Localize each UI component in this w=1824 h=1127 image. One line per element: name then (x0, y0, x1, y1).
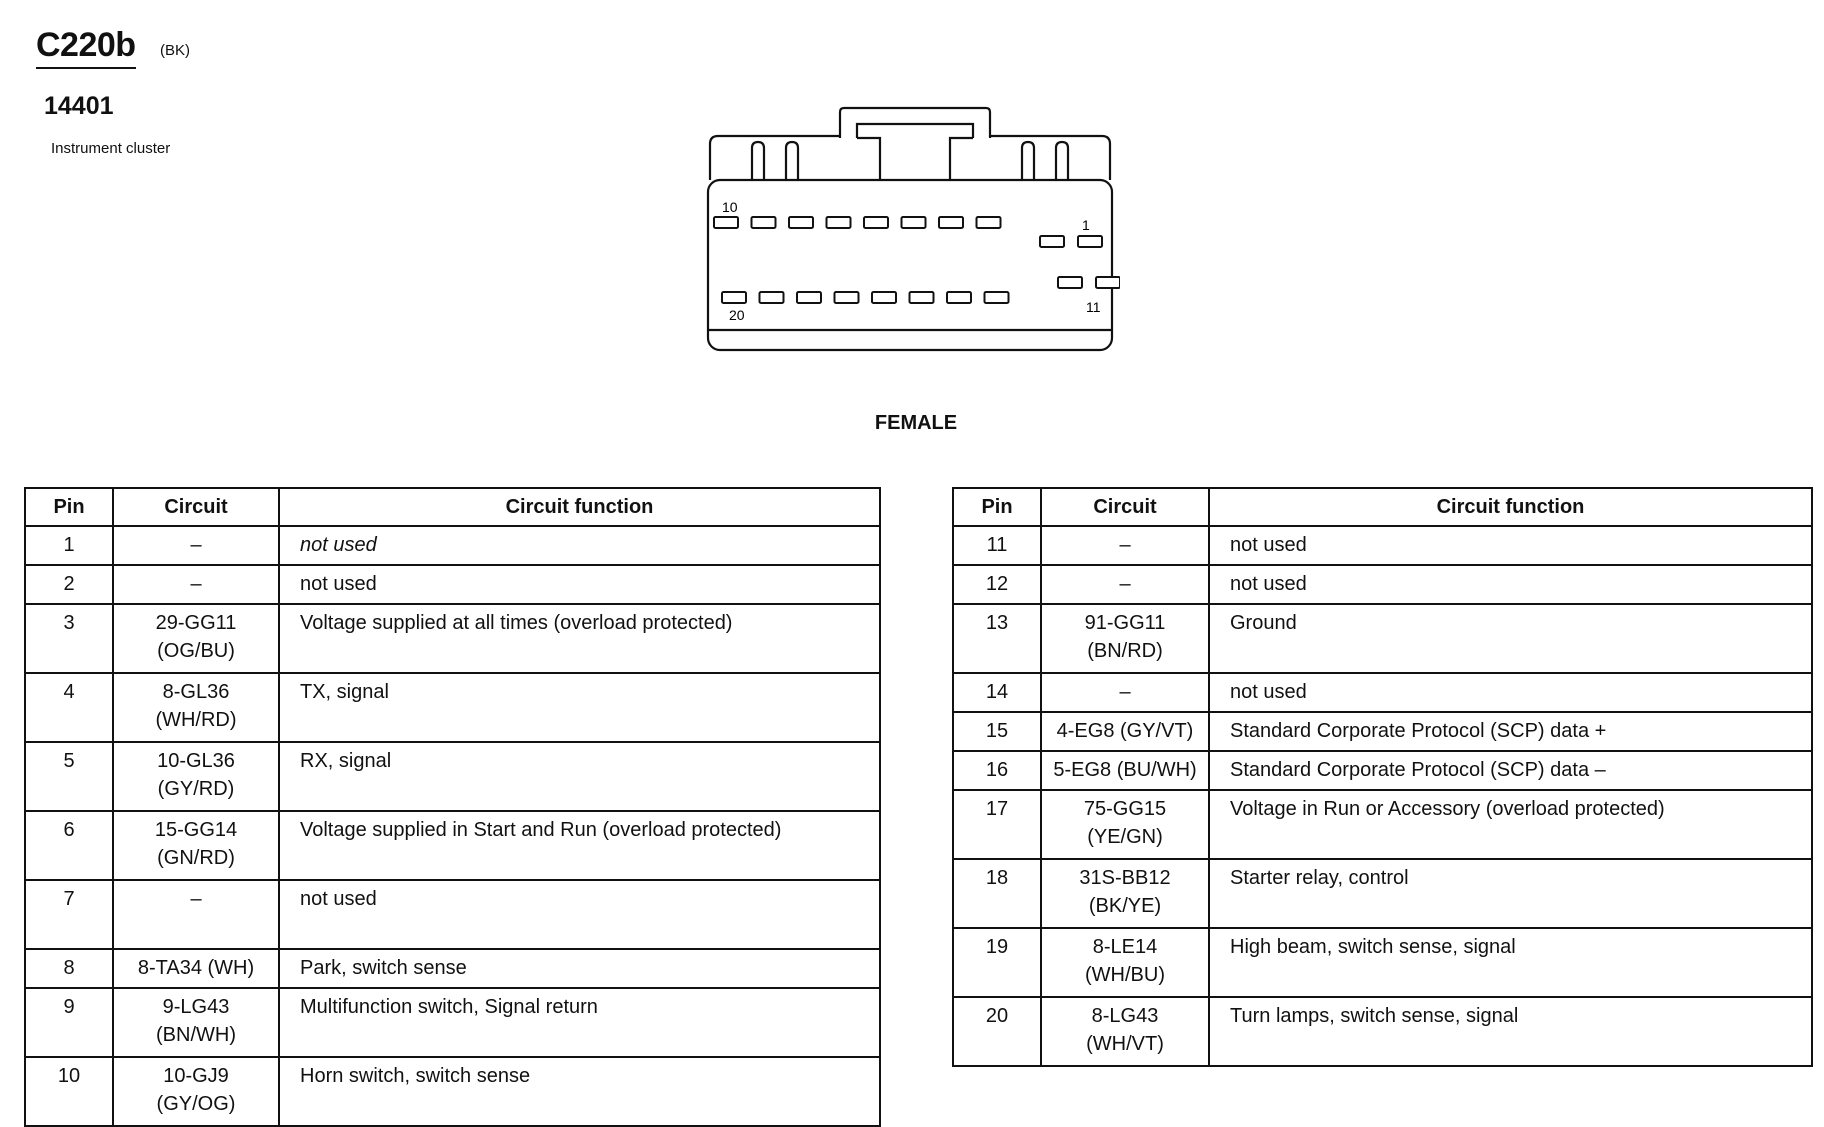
circuit-code: 91-GG11 (1084, 612, 1166, 634)
circuit-code: 5-EG8 (BU/WH) (1053, 759, 1197, 781)
circuit-function: Voltage supplied in Start and Run (overload protected) (279, 811, 880, 880)
pin-number: 11 (953, 526, 1041, 565)
circuit-code: (GY/OG) (156, 1093, 236, 1115)
pin-label-20: 20 (729, 307, 745, 323)
circuit-function: not used (1209, 673, 1812, 712)
circuit-cell (1041, 859, 1209, 928)
circuit-code: – (1119, 681, 1131, 703)
pin-cavity (1058, 277, 1082, 288)
circuit-code: – (190, 534, 202, 556)
circuit-code: 9-LG43 (162, 996, 230, 1018)
header-circuit: Circuit (1041, 488, 1209, 526)
pin-cavity (1040, 236, 1064, 247)
header-function: Circuit function (1209, 488, 1812, 526)
circuit-code: (GY/RD) (157, 778, 235, 800)
circuit-code: 8-GL36 (162, 681, 230, 703)
table-header-row (953, 488, 1812, 526)
circuit-cell (1041, 712, 1209, 751)
circuit-code: 29-GG11 (155, 612, 237, 634)
pin-number: 20 (953, 997, 1041, 1066)
circuit-function: Voltage in Run or Accessory (overload protected) (1209, 790, 1812, 859)
pin-label-11: 11 (1086, 299, 1101, 315)
circuit-code: (WH/BU) (1085, 964, 1165, 986)
pin-cavity (939, 217, 963, 228)
table-row (25, 526, 880, 565)
circuit-function: not used (1209, 565, 1812, 604)
pin-number: 19 (953, 928, 1041, 997)
circuit-cell (113, 949, 279, 988)
table-row (25, 565, 880, 604)
circuit-code: (BN/RD) (1087, 640, 1163, 662)
circuit-function: not used (279, 880, 880, 949)
pin-number: 1 (25, 526, 113, 565)
circuit-cell (1041, 751, 1209, 790)
pin-cavity (977, 217, 1001, 228)
circuit-function: Standard Corporate Protocol (SCP) data – (1209, 751, 1812, 790)
circuit-cell (113, 1057, 279, 1126)
circuit-code (122, 913, 270, 941)
pin-cavity (872, 292, 896, 303)
circuit-cell (113, 604, 279, 673)
table-row (953, 565, 1812, 604)
header-circuit: Circuit (113, 488, 279, 526)
table-row (25, 742, 880, 811)
connector-id: C220b (36, 26, 136, 69)
table-row (25, 604, 880, 673)
pin-number: 18 (953, 859, 1041, 928)
circuit-code: 4-EG8 (GY/VT) (1056, 720, 1194, 742)
circuit-cell (1041, 997, 1209, 1066)
circuit-code: (YE/GN) (1087, 826, 1163, 848)
pin-cavity (714, 217, 738, 228)
pin-number: 17 (953, 790, 1041, 859)
pin-label-10: 10 (722, 199, 738, 215)
circuit-function: Turn lamps, switch sense, signal (1209, 997, 1812, 1066)
circuit-cell (113, 988, 279, 1057)
circuit-function: Multifunction switch, Signal return (279, 988, 880, 1057)
pin-cavity (1078, 236, 1102, 247)
pin-table-right (952, 487, 1813, 1067)
circuit-code: – (190, 573, 202, 595)
pin-number: 15 (953, 712, 1041, 751)
circuit-cell (113, 811, 279, 880)
pin-number: 6 (25, 811, 113, 880)
table-row (953, 751, 1812, 790)
circuit-code: 75-GG15 (1083, 798, 1167, 820)
table-row (953, 790, 1812, 859)
circuit-cell (113, 742, 279, 811)
circuit-cell (113, 880, 279, 949)
pin-cavity (835, 292, 859, 303)
pin-cavity (760, 292, 784, 303)
circuit-code: – (1119, 573, 1131, 595)
pin-cavity (722, 292, 746, 303)
circuit-code: (BN/WH) (156, 1024, 236, 1046)
pin-cavity (797, 292, 821, 303)
connector-color: (BK) (160, 42, 190, 59)
pin-number: 10 (25, 1057, 113, 1126)
circuit-code: 31S-BB12 (1079, 867, 1171, 889)
circuit-cell (113, 673, 279, 742)
circuit-code: (OG/BU) (157, 640, 235, 662)
pin-number: 9 (25, 988, 113, 1057)
circuit-function: Starter relay, control (1209, 859, 1812, 928)
table-row (953, 928, 1812, 997)
table-row (25, 880, 880, 949)
pin-number: 8 (25, 949, 113, 988)
circuit-cell (1041, 673, 1209, 712)
pin-number: 16 (953, 751, 1041, 790)
circuit-cell (113, 526, 279, 565)
pin-label-1: 1 (1082, 217, 1090, 233)
pin-cavity (910, 292, 934, 303)
table-row (953, 859, 1812, 928)
circuit-cell (1041, 790, 1209, 859)
circuit-cell (1041, 604, 1209, 673)
table-row (953, 526, 1812, 565)
circuit-code: (WH/RD) (155, 709, 237, 731)
pin-cavity (752, 217, 776, 228)
circuit-function: Voltage supplied at all times (overload protected) (279, 604, 880, 673)
circuit-function: not used (279, 526, 880, 565)
circuit-cell (1041, 526, 1209, 565)
pin-cavity (1096, 277, 1120, 288)
circuit-function: High beam, switch sense, signal (1209, 928, 1812, 997)
pin-cavity (789, 217, 813, 228)
circuit-code: – (1119, 534, 1131, 556)
circuit-code: (GN/RD) (157, 847, 235, 869)
circuit-function: Ground (1209, 604, 1812, 673)
pin-cavity (902, 217, 926, 228)
circuit-function: not used (279, 565, 880, 604)
table-row (953, 604, 1812, 673)
component-name: Instrument cluster (51, 140, 171, 157)
circuit-code: (BK/YE) (1088, 895, 1162, 917)
table-row (953, 997, 1812, 1066)
table-row (25, 1057, 880, 1126)
pin-cavity (947, 292, 971, 303)
pin-number: 12 (953, 565, 1041, 604)
circuit-cell (1041, 928, 1209, 997)
pin-number: 13 (953, 604, 1041, 673)
pin-number: 2 (25, 565, 113, 604)
circuit-function: not used (1209, 526, 1812, 565)
circuit-code: – (190, 888, 202, 910)
circuit-code: 10-GL36 (157, 750, 235, 772)
header-function: Circuit function (279, 488, 880, 526)
table-row (25, 811, 880, 880)
pin-cavity (827, 217, 851, 228)
pin-number: 3 (25, 604, 113, 673)
circuit-function: Park, switch sense (279, 949, 880, 988)
pin-cavity (985, 292, 1009, 303)
pin-number: 14 (953, 673, 1041, 712)
circuit-code: 8-TA34 (WH) (137, 957, 255, 979)
circuit-function: RX, signal (279, 742, 880, 811)
table-row (953, 673, 1812, 712)
circuit-cell (1041, 565, 1209, 604)
pin-cavity (864, 217, 888, 228)
gender-label: FEMALE (874, 412, 958, 434)
pin-number: 4 (25, 673, 113, 742)
table-row (25, 673, 880, 742)
circuit-function: Standard Corporate Protocol (SCP) data + (1209, 712, 1812, 751)
table-row (25, 949, 880, 988)
header-pin: Pin (25, 488, 113, 526)
circuit-code: 8-LE14 (1092, 936, 1158, 958)
table-header-row (25, 488, 880, 526)
connector-diagram (700, 100, 1120, 370)
circuit-function: TX, signal (279, 673, 880, 742)
header-pin: Pin (953, 488, 1041, 526)
circuit-code: 15-GG14 (154, 819, 238, 841)
table-row (25, 988, 880, 1057)
table-row (953, 712, 1812, 751)
pin-number: 5 (25, 742, 113, 811)
circuit-cell (113, 565, 279, 604)
circuit-function: Horn switch, switch sense (279, 1057, 880, 1126)
circuit-code: 8-LG43 (1091, 1005, 1159, 1027)
pin-table-left (24, 487, 881, 1127)
part-number: 14401 (44, 92, 114, 120)
circuit-code: 10-GJ9 (163, 1065, 229, 1087)
circuit-code: (WH/VT) (1086, 1033, 1164, 1055)
pin-number: 7 (25, 880, 113, 949)
